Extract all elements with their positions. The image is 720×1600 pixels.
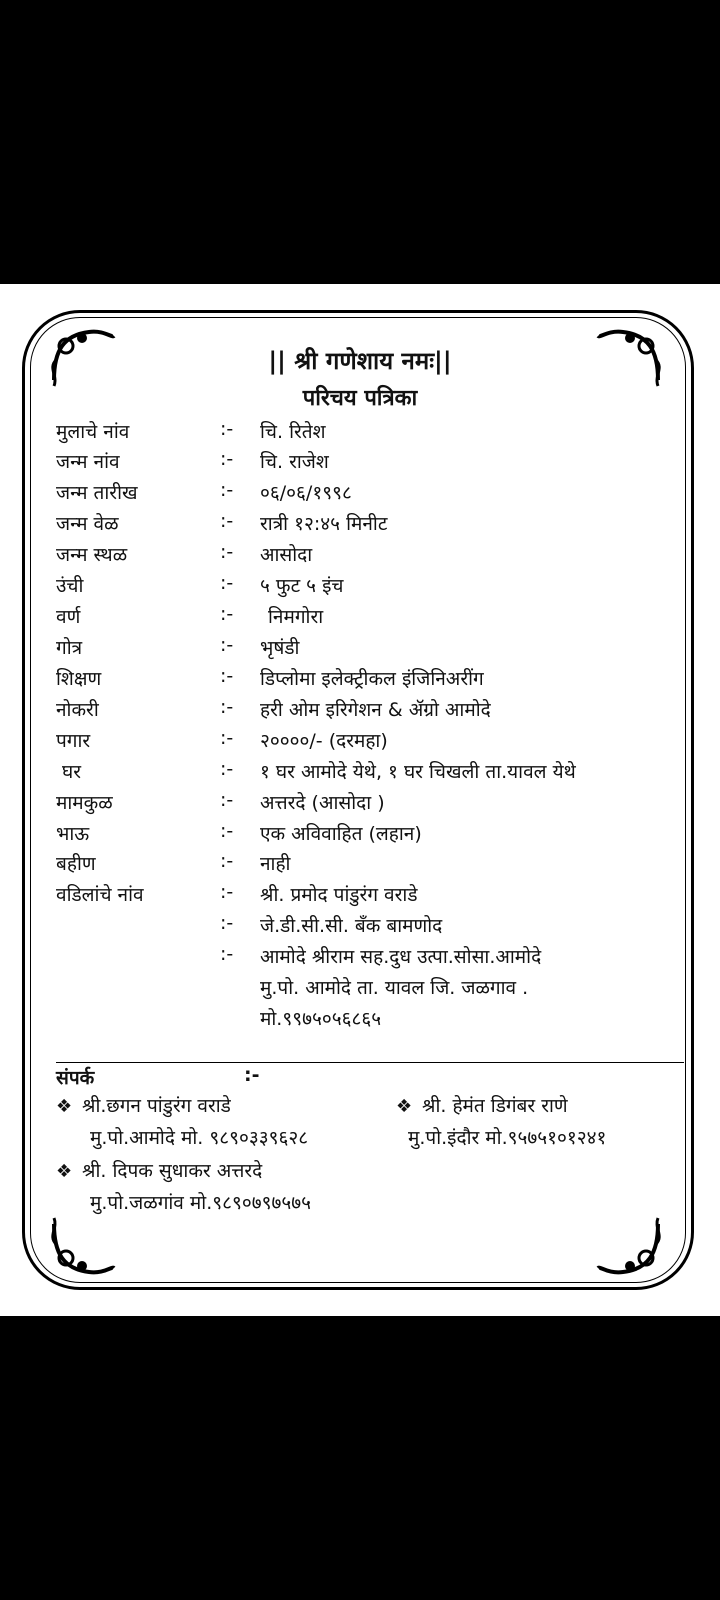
detail-value: डिप्लोमा इलेक्ट्रीकल इंजिनिअरींग — [260, 668, 484, 690]
detail-value: १ घर आमोदे येथे, १ घर चिखली ता.यावल येथे — [260, 761, 576, 783]
detail-row — [0, 634, 720, 664]
detail-row — [0, 479, 720, 509]
contact-address: मु.पो.इंदौर मो.९५७५१०१२४१ — [408, 1127, 607, 1149]
invocation-heading: || श्री गणेशाय नमः|| — [268, 347, 452, 375]
detail-separator: :- — [220, 789, 234, 811]
detail-label: वडिलांचे नांव — [56, 884, 144, 906]
father-society: आमोदे श्रीराम सह.दुध उत्पा.सोसा.आमोदे — [260, 946, 542, 968]
detail-separator: :- — [220, 448, 234, 470]
detail-row — [0, 696, 720, 726]
detail-label: उंची — [56, 575, 84, 597]
diamond-bullet-icon: ❖ — [56, 1161, 73, 1182]
detail-label: वर्ण — [56, 606, 81, 628]
father-phone: मो.९९७५०५६८६५ — [260, 1008, 382, 1030]
detail-label: बहीण — [56, 853, 96, 875]
contact-name: श्री. हेमंत डिगंबर राणे — [422, 1095, 568, 1117]
father-bank: जे.डी.सी.सी. बँक बामणोद — [260, 915, 443, 937]
detail-separator: :- — [220, 541, 234, 563]
detail-row — [0, 727, 720, 757]
diamond-bullet-icon: ❖ — [396, 1096, 413, 1117]
detail-label: नोकरी — [56, 699, 99, 721]
page-title: परिचय पत्रिका — [302, 386, 418, 411]
detail-separator: :- — [220, 418, 234, 440]
contact-name: श्री.छगन पांडुरंग वराडे — [82, 1095, 231, 1117]
detail-value: भृषंडी — [260, 637, 300, 659]
contact-separator: :- — [244, 1064, 260, 1086]
father-phone-row — [0, 1005, 720, 1035]
detail-row — [0, 789, 720, 819]
detail-row — [0, 820, 720, 850]
detail-separator: :- — [220, 572, 234, 594]
detail-label: गोत्र — [56, 637, 83, 659]
father-address: मु.पो. आमोदे ता. यावल जि. जळगाव . — [260, 977, 529, 999]
contact-name: श्री. दिपक सुधाकर अत्तरदे — [82, 1160, 263, 1182]
contact-address: मु.पो.जळगांव मो.९८९०७९७५७५ — [90, 1192, 312, 1214]
detail-row — [0, 418, 720, 448]
detail-separator: :- — [220, 912, 234, 934]
diamond-bullet-icon: ❖ — [56, 1096, 73, 1117]
detail-separator: :- — [220, 727, 234, 749]
detail-separator: :- — [220, 510, 234, 532]
detail-separator: :- — [220, 634, 234, 656]
detail-row — [0, 572, 720, 602]
detail-row — [0, 448, 720, 478]
detail-value: ०६/०६/१९९८ — [260, 482, 352, 504]
corner-ornament-bottom-left — [44, 1204, 124, 1284]
detail-label: जन्म नांव — [56, 451, 120, 473]
detail-row — [0, 881, 720, 911]
contact-person — [56, 1092, 308, 1150]
detail-value: रात्री १२:४५ मिनीट — [260, 513, 388, 535]
contact-person-name-line — [56, 1092, 308, 1124]
detail-row — [0, 541, 720, 571]
detail-label: भाऊ — [56, 823, 90, 845]
detail-label: घर — [62, 761, 82, 783]
detail-label: मामकुळ — [56, 792, 113, 814]
detail-label: पगार — [56, 730, 91, 752]
detail-separator: :- — [220, 758, 234, 780]
detail-row — [0, 665, 720, 695]
detail-label: जन्म वेळ — [56, 513, 119, 535]
detail-value: चि. राजेश — [260, 451, 329, 473]
detail-separator: :- — [220, 696, 234, 718]
detail-value: आसोदा — [260, 544, 313, 566]
contact-person — [56, 1157, 311, 1215]
detail-separator: :- — [220, 603, 234, 625]
detail-label: शिक्षण — [56, 668, 102, 690]
section-divider — [56, 1062, 684, 1063]
detail-value: अत्तरदे (आसोदा ) — [260, 792, 385, 814]
detail-label: जन्म स्थळ — [56, 544, 128, 566]
contact-person-name-line — [396, 1092, 606, 1124]
contact-address: मु.पो.आमोदे मो. ९८९०३३९६२८ — [90, 1127, 309, 1149]
detail-separator: :- — [220, 479, 234, 501]
father-extra-row — [0, 943, 720, 973]
detail-separator: :- — [220, 850, 234, 872]
detail-separator: :- — [220, 881, 234, 903]
father-extra-row — [0, 912, 720, 942]
contact-title: संपर्क — [56, 1067, 95, 1089]
detail-value: हरी ओम इरिगेशन & ॲग्रो आमोदे — [260, 699, 491, 721]
detail-value: निमगोरा — [268, 606, 324, 628]
detail-value: एक अविवाहित (लहान) — [260, 823, 422, 845]
detail-row — [0, 603, 720, 633]
detail-value: श्री. प्रमोद पांडुरंग वराडे — [260, 884, 418, 906]
detail-row — [0, 850, 720, 880]
detail-label: जन्म तारीख — [56, 482, 138, 504]
detail-value: २००००/- (दरमहा) — [260, 730, 388, 752]
detail-separator: :- — [220, 943, 234, 965]
contact-person-name-line — [56, 1157, 311, 1189]
detail-value: नाही — [260, 853, 291, 875]
detail-separator: :- — [220, 665, 234, 687]
contact-person — [396, 1092, 606, 1150]
corner-ornament-bottom-right — [588, 1204, 668, 1284]
detail-separator: :- — [220, 820, 234, 842]
detail-value: ५ फुट ५ इंच — [260, 575, 344, 597]
detail-value: चि. रितेश — [260, 421, 326, 443]
detail-label: मुलाचे नांव — [56, 421, 130, 443]
detail-row — [0, 758, 720, 788]
detail-row — [0, 510, 720, 540]
father-address-row — [0, 974, 720, 1004]
biodata-card — [0, 284, 720, 1316]
